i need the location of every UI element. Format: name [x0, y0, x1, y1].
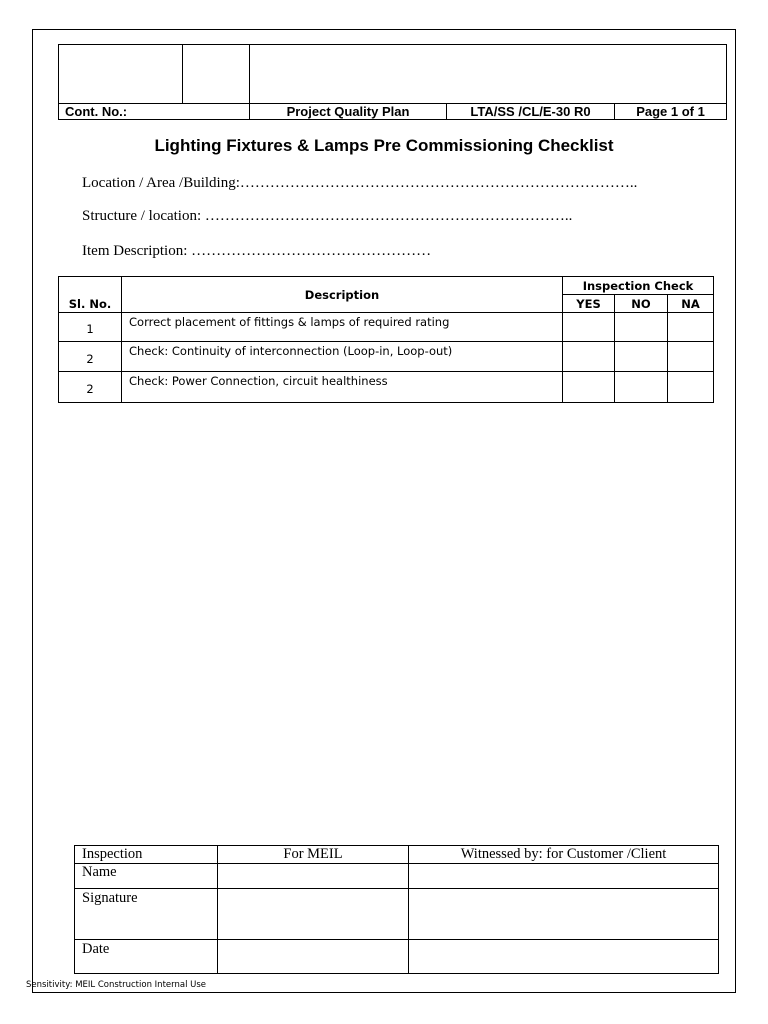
client-name-field[interactable]: [409, 864, 719, 889]
na-header: NA: [668, 295, 714, 313]
inspection-header: Inspection: [75, 846, 218, 864]
structure-field: Structure / location: ………………………………………………………………..: [82, 208, 573, 224]
item-description-field: Item Description: …………………………………………: [82, 243, 432, 259]
meil-date-field[interactable]: [218, 940, 409, 974]
checklist-title: Lighting Fixtures & Lamps Pre Commissioning Checklist: [154, 136, 614, 155]
location-field: Location / Area /Building:……………………………………………………………………..: [82, 175, 638, 191]
document-code: LTA/SS /CL/E-30 R0: [447, 104, 615, 120]
document-header: [58, 44, 727, 120]
signature-label: Signature: [75, 889, 218, 940]
yes-checkbox-cell[interactable]: [563, 342, 615, 372]
meil-signature-field[interactable]: [218, 889, 409, 940]
no-checkbox-cell[interactable]: [615, 313, 668, 342]
description-cell: Check: Power Connection, circuit healthiness: [122, 372, 563, 403]
na-checkbox-cell[interactable]: [668, 313, 714, 342]
na-checkbox-cell[interactable]: [668, 342, 714, 372]
page-number: Page 1 of 1: [615, 104, 727, 120]
header-blank-cell: [250, 45, 727, 104]
yes-checkbox-cell[interactable]: [563, 313, 615, 342]
inspection-signoff-table: [74, 845, 719, 974]
na-checkbox-cell[interactable]: [668, 372, 714, 403]
meil-name-field[interactable]: [218, 864, 409, 889]
yes-header: YES: [563, 295, 615, 313]
yes-checkbox-cell[interactable]: [563, 372, 615, 403]
description-cell: Check: Continuity of interconnection (Loop-in, Loop-out): [122, 342, 563, 372]
logo-cell: [59, 45, 183, 104]
name-label: Name: [75, 864, 218, 889]
for-meil-header: For MEIL: [218, 846, 409, 864]
date-label: Date: [75, 940, 218, 974]
project-quality-plan-label: Project Quality Plan: [250, 104, 447, 120]
client-date-field[interactable]: [409, 940, 719, 974]
no-checkbox-cell[interactable]: [615, 372, 668, 403]
description-cell: Correct placement of fittings & lamps of required rating: [122, 313, 563, 342]
sl-no-header: Sl. No.: [59, 277, 122, 313]
sensitivity-footer: Sensitivity: MEIL Construction Internal Use: [26, 980, 207, 990]
table-row: [59, 342, 714, 372]
sl-no-cell: 1: [59, 313, 122, 342]
client-signature-field[interactable]: [409, 889, 719, 940]
witnessed-by-header: Witnessed by: for Customer /Client: [409, 846, 719, 864]
inspection-check-header: Inspection Check: [563, 277, 714, 295]
no-checkbox-cell[interactable]: [615, 342, 668, 372]
sl-no-cell: 2: [59, 342, 122, 372]
table-row: [59, 372, 714, 403]
cont-no-label: Cont. No.:: [59, 104, 250, 120]
logo-cell-secondary: [183, 45, 250, 104]
no-header: NO: [615, 295, 668, 313]
description-header: Description: [122, 277, 563, 313]
sl-no-cell: 2: [59, 372, 122, 403]
table-row: [59, 313, 714, 342]
inspection-checklist-table: [58, 276, 714, 403]
